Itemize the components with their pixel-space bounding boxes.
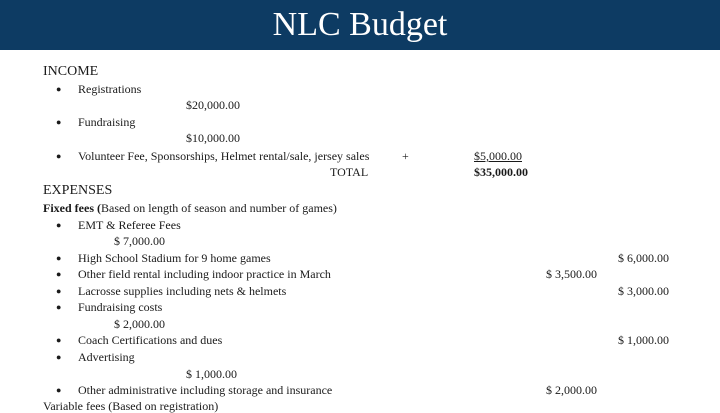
income-item-label: Volunteer Fee, Sponsorships, Helmet rental/sale, jersey sales [78, 149, 370, 163]
bullet-icon: ● [56, 220, 62, 230]
bullet-icon: ● [56, 302, 62, 312]
page-title: NLC Budget [272, 6, 448, 43]
fixed-fees-note: Based on length of season and number of games) [100, 201, 337, 215]
bullet-icon: ● [56, 84, 62, 94]
expense-item-amount: $ 1,000.00 [186, 367, 237, 381]
bullet-icon: ● [56, 286, 62, 296]
bullet-icon: ● [56, 117, 62, 127]
income-plus-sign: + [402, 149, 409, 163]
expense-item-amount: $ 6,000.00 [618, 251, 669, 265]
bullet-icon: ● [56, 253, 62, 263]
expense-item-label: Advertising [78, 350, 135, 364]
expense-item-label: Fundraising costs [78, 300, 163, 314]
fixed-fees-label: Fixed fees ( [43, 201, 101, 215]
expense-item-label: Coach Certifications and dues [78, 333, 223, 347]
income-total-amount: $35,000.00 [474, 165, 528, 179]
expense-item-label: High School Stadium for 9 home games [78, 251, 271, 265]
expense-item-label: Other field rental including indoor practice in March [78, 267, 331, 281]
income-item-amount: $10,000.00 [186, 131, 240, 145]
expense-item-label: EMT & Referee Fees [78, 218, 181, 232]
expense-item-amount: $ 2,000.00 [546, 383, 597, 397]
expense-item-label: Lacrosse supplies including nets & helmets [78, 284, 287, 298]
title-bar [0, 0, 720, 50]
expense-item-amount: $ 1,000.00 [618, 333, 669, 347]
income-total-label: TOTAL [330, 165, 369, 179]
bullet-icon: ● [56, 151, 62, 161]
variable-fees-label: Variable fees (Based on registration) [43, 399, 219, 413]
income-item-label: Registrations [78, 82, 142, 96]
bullet-icon: ● [56, 385, 62, 395]
income-item-amount: $5,000.00 [474, 149, 522, 163]
expense-item-amount: $ 3,500.00 [546, 267, 597, 281]
expense-item-label: Other administrative including storage and insurance [78, 383, 333, 397]
income-heading: INCOME [43, 64, 99, 79]
expense-item-amount: $ 3,000.00 [618, 284, 669, 298]
expenses-heading: EXPENSES [43, 183, 113, 198]
income-item-label: Fundraising [78, 115, 136, 129]
income-item-amount: $20,000.00 [186, 98, 240, 112]
bullet-icon: ● [56, 335, 62, 345]
fixed-fees-line [43, 201, 337, 215]
expense-item-amount: $ 2,000.00 [114, 317, 165, 331]
bullet-icon: ● [56, 269, 62, 279]
expense-item-amount: $ 7,000.00 [114, 234, 165, 248]
bullet-icon: ● [56, 352, 62, 362]
